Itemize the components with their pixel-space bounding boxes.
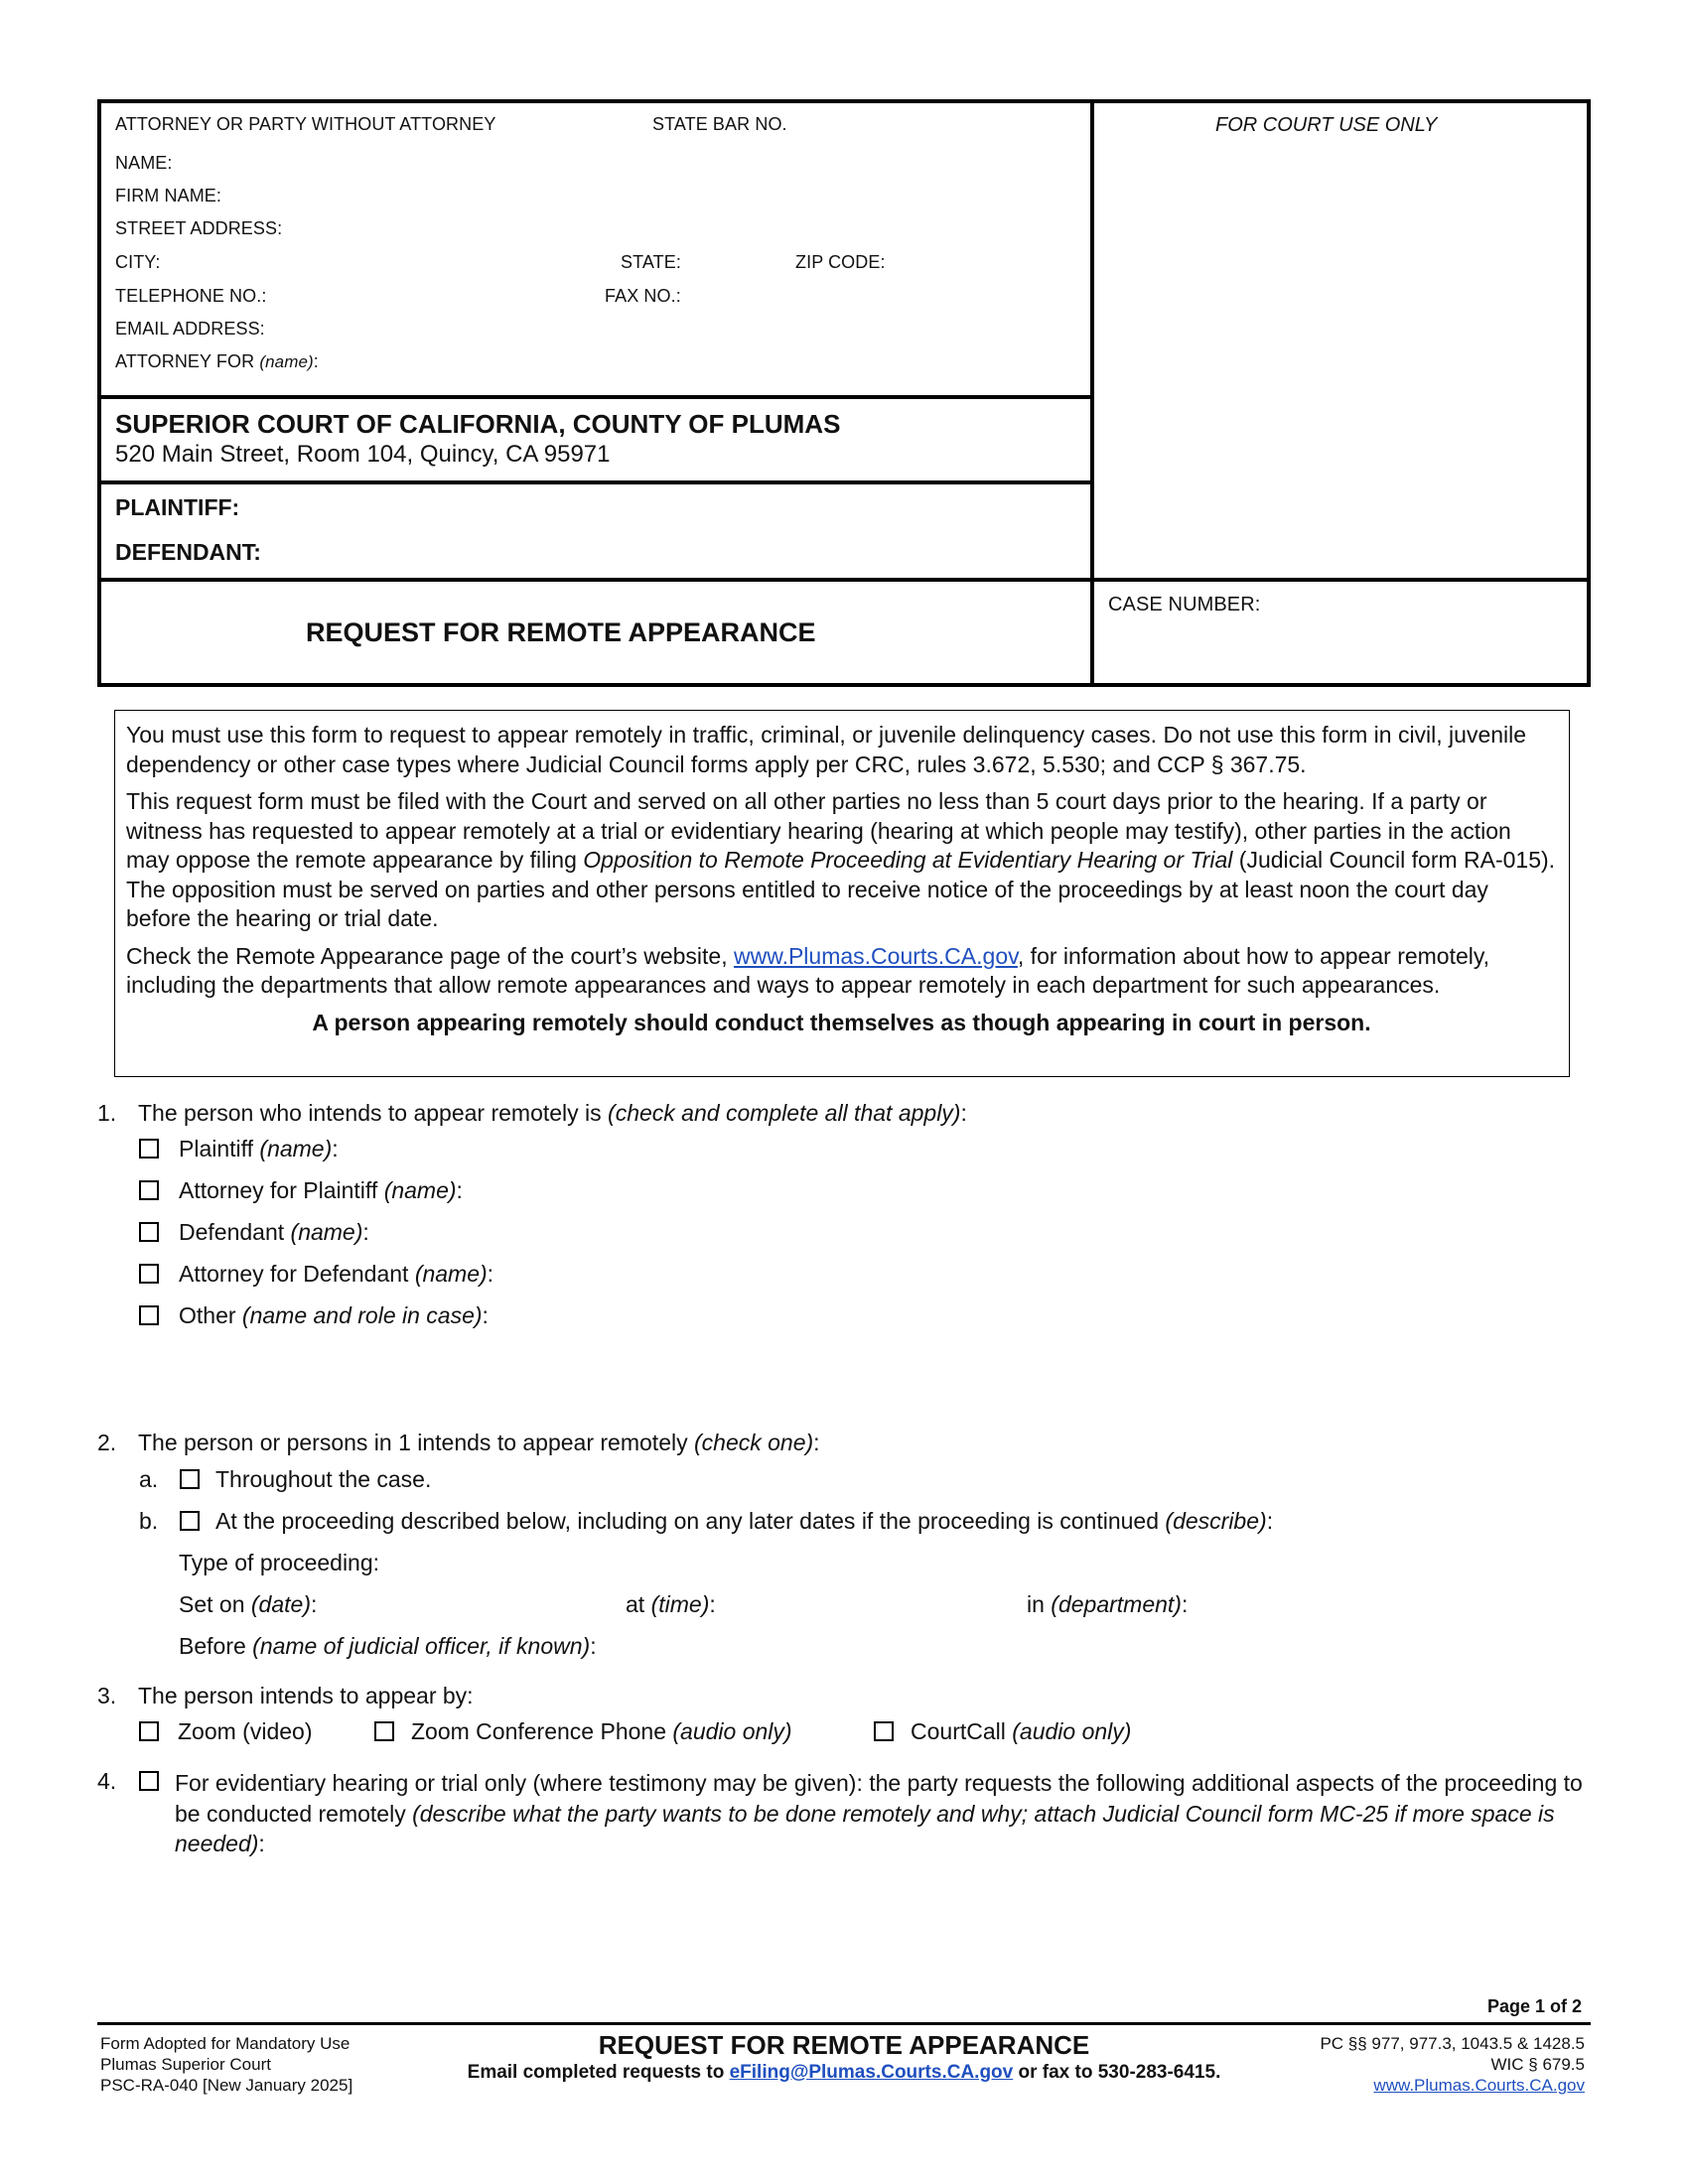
footer-form-number: PSC-RA-040 [New January 2025] (100, 2076, 353, 2095)
in-department-label: in (department): (1027, 1591, 1189, 1617)
instructions-paragraph-1: You must use this form to request to appear remotely in traffic, criminal, or juvenile delinquency cases. Do not use this form in civil, juvenile dependency or other case types where Judicial Council forms apply per CRC, rules 3.672, 5.530; and CCP § 367.75. (126, 722, 1527, 777)
item-2a-letter: a. (139, 1466, 159, 1492)
plaintiff-label: PLAINTIFF: (115, 494, 240, 520)
courtcall-checkbox[interactable] (874, 1721, 894, 1741)
item-3-text: The person intends to appear by: (138, 1683, 474, 1708)
instructions-paragraph-3: Check the Remote Appearance page of the court’s website, www.Plumas.Courts.CA.gov, for information about how to appear remotely, including the departments that allow remote appearances and ways to appear remotely in each department for such appearances. (126, 942, 1490, 998)
court-bottom-line (97, 480, 1092, 484)
plaintiff-option-label: Plaintiff (name): (179, 1136, 339, 1161)
other-option-label: Other (name and role in case): (179, 1302, 489, 1328)
footer-email-line: Email completed requests to eFiling@Plumas.Courts.CA.gov or fax to 530-283-6415. (467, 2062, 1221, 2083)
footer-rule (97, 2022, 1591, 2025)
footer-penal-code-ref: PC §§ 977, 977.3, 1043.5 & 1428.5 (1320, 2034, 1585, 2053)
firm-name-label: FIRM NAME: (115, 186, 221, 205)
footer-center (298, 2030, 1390, 2085)
instructions-conduct-note: A person appearing remotely should conduct themselves as though appearing in court in person. (312, 1009, 1371, 1035)
specific-proceeding-checkbox[interactable] (180, 1511, 200, 1531)
court-use-label: FOR COURT USE ONLY (1215, 114, 1438, 136)
instructions-paragraph-2: This request form must be filed with the Court and served on all other parties no less than 5 court days prior to the hearing. If a party or witness has requested to appear remotely at a trial or evidentiary hearing (hearing at which people may testify), other parties in the action may oppose the remote appearance by filing Opposition to Remote Proceeding at Evidentiary Hearing or Trial (Judicial Council form RA-015). The opposition must be served on parties and other persons entitled to receive notice of the proceedings by at least noon the court day before the hearing or trial date. (126, 788, 1556, 931)
zoom-video-checkbox[interactable] (139, 1721, 159, 1741)
zoom-video-label: Zoom (video) (178, 1718, 313, 1744)
name-label: NAME: (115, 153, 173, 173)
plaintiff-checkbox[interactable] (139, 1139, 159, 1159)
parties-bottom-line (97, 578, 1591, 582)
caption-outer-box (97, 99, 1591, 687)
at-time-label: at (time): (626, 1591, 716, 1617)
specific-proceeding-label: At the proceeding described below, including on any later dates if the proceeding is continued (describe): (215, 1508, 1274, 1534)
throughout-case-checkbox[interactable] (180, 1469, 200, 1489)
item-2-number: 2. (97, 1430, 117, 1455)
court-address: 520 Main Street, Room 104, Quincy, CA 95971 (115, 441, 611, 468)
zip-code-label: ZIP CODE: (795, 252, 886, 272)
item-2-text: The person or persons in 1 intends to appear remotely (check one): (138, 1430, 820, 1455)
attorney-for-defendant-checkbox[interactable] (139, 1264, 159, 1284)
item-4-text: For evidentiary hearing or trial only (where testimony may be given): the party requests the following additional aspects of the proceeding to be conducted remotely (describe what the party wants to be done remotely and why; attach Judicial Council form MC-25 if more space is needed): (175, 1770, 1583, 1856)
footer-title: REQUEST FOR REMOTE APPEARANCE (598, 2030, 1090, 2060)
court-name: SUPERIOR COURT OF CALIFORNIA, COUNTY OF PLUMAS (115, 409, 841, 439)
item-4-number: 4. (97, 1768, 117, 1794)
attorney-for-label: ATTORNEY FOR (name): (115, 351, 319, 371)
attorney-for-plaintiff-option-label: Attorney for Plaintiff (name): (179, 1177, 463, 1203)
attorney-bottom-line (97, 395, 1092, 399)
caption-center-divider (1090, 99, 1094, 687)
footer-court-text: Plumas Superior Court (100, 2055, 271, 2074)
footer-wic-ref: WIC § 679.5 (1490, 2055, 1585, 2074)
defendant-option-label: Defendant (name): (179, 1219, 369, 1245)
item-1-number: 1. (97, 1100, 117, 1126)
item-3-number: 3. (97, 1683, 117, 1708)
fax-label: FAX NO.: (605, 286, 681, 306)
case-number-label: CASE NUMBER: (1108, 594, 1261, 615)
page-number: Page 1 of 2 (1487, 1996, 1583, 2016)
attorney-label: ATTORNEY OR PARTY WITHOUT ATTORNEY (115, 114, 496, 134)
state-bar-label: STATE BAR NO. (652, 114, 787, 134)
set-on-date-label: Set on (date): (179, 1591, 318, 1617)
telephone-label: TELEPHONE NO.: (115, 286, 267, 306)
footer-website-link[interactable]: www.Plumas.Courts.CA.gov (1373, 2076, 1585, 2095)
city-label: CITY: (115, 252, 161, 272)
email-label: EMAIL ADDRESS: (115, 319, 265, 339)
form-title: REQUEST FOR REMOTE APPEARANCE (306, 617, 816, 647)
zoom-phone-checkbox[interactable] (374, 1721, 394, 1741)
courtcall-label: CourtCall (audio only) (911, 1718, 1132, 1744)
before-judicial-officer-label: Before (name of judicial officer, if known): (179, 1633, 597, 1659)
throughout-case-label: Throughout the case. (215, 1466, 432, 1492)
defendant-label: DEFENDANT: (115, 539, 261, 565)
attorney-for-plaintiff-checkbox[interactable] (139, 1180, 159, 1200)
other-checkbox[interactable] (139, 1305, 159, 1325)
footer-right (1320, 2033, 1585, 2096)
attorney-for-defendant-option-label: Attorney for Defendant (name): (179, 1261, 494, 1287)
defendant-checkbox[interactable] (139, 1222, 159, 1242)
state-label: STATE: (621, 252, 681, 272)
type-of-proceeding-label: Type of proceeding: (179, 1550, 380, 1575)
instructions-box (114, 710, 1570, 1077)
efiling-email-link[interactable]: eFiling@Plumas.Courts.CA.gov (729, 2062, 1014, 2083)
evidentiary-hearing-checkbox[interactable] (139, 1771, 159, 1791)
item-1-text: The person who intends to appear remotely is (check and complete all that apply): (138, 1100, 967, 1126)
footer-adopted-text: Form Adopted for Mandatory Use (100, 2034, 351, 2053)
item-2b-letter: b. (139, 1508, 159, 1534)
court-website-link[interactable]: www.Plumas.Courts.CA.gov (734, 942, 1018, 969)
zoom-phone-label: Zoom Conference Phone (audio only) (411, 1718, 792, 1744)
street-address-label: STREET ADDRESS: (115, 218, 283, 238)
